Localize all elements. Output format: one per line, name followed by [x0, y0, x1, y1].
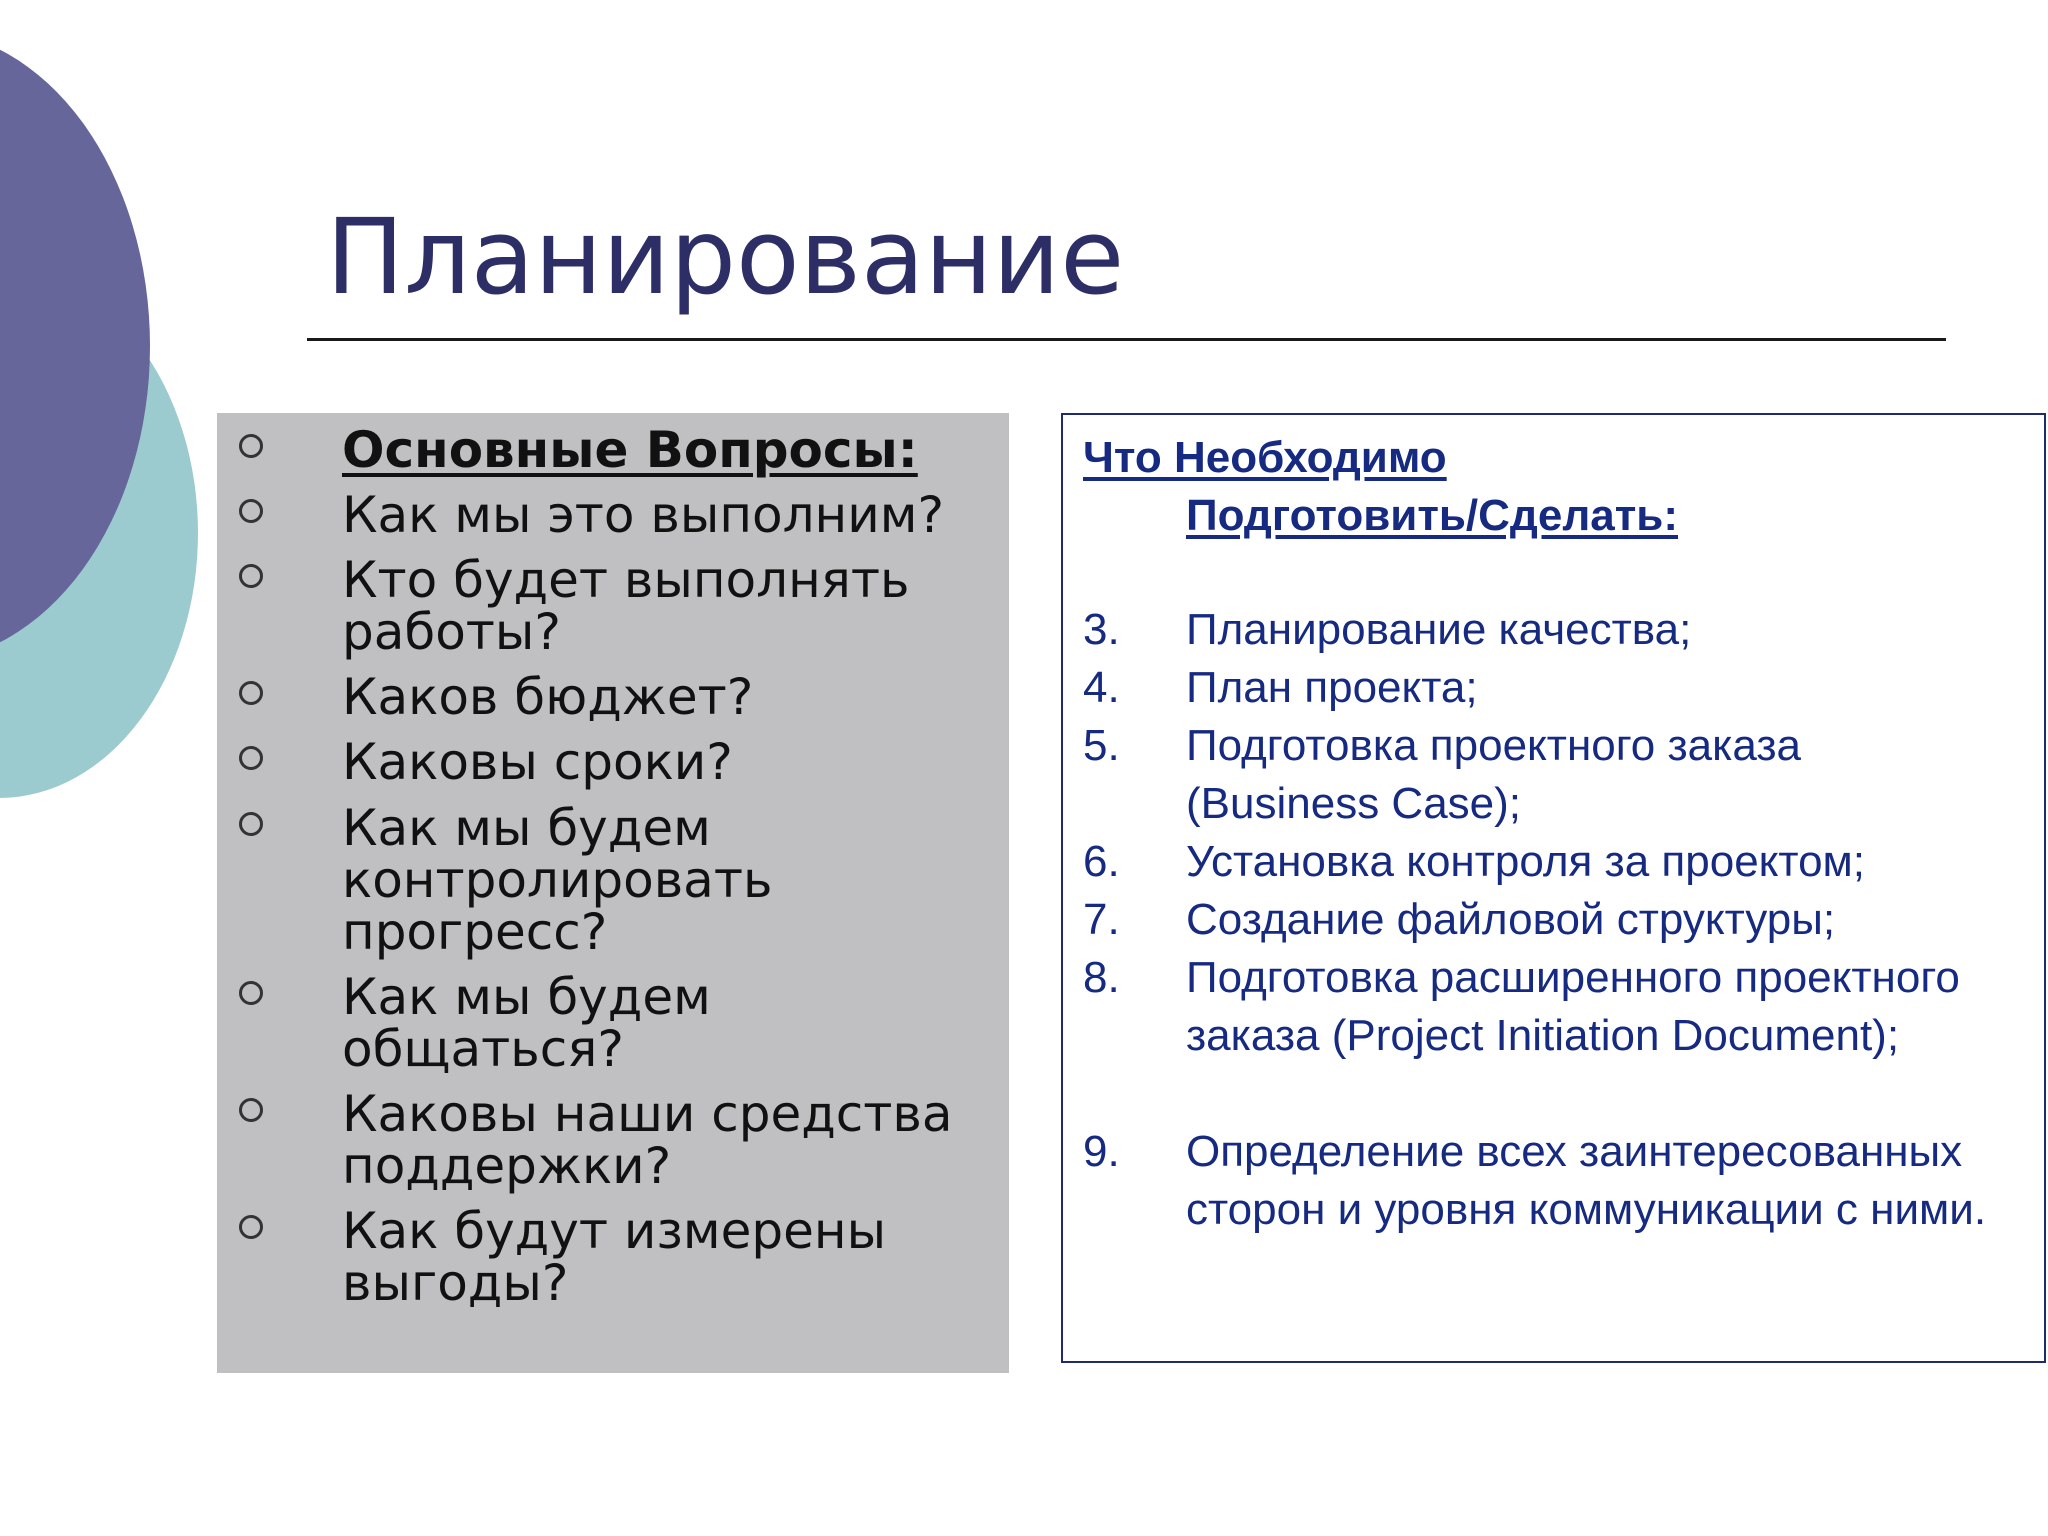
question-text: Кто будет выполнять работы?	[342, 551, 910, 661]
title-divider	[307, 338, 1946, 341]
questions-panel	[217, 413, 1009, 1373]
circle-bullet-icon	[239, 434, 263, 458]
circle-bullet-icon	[239, 981, 263, 1005]
item-number: 6.	[1083, 837, 1120, 886]
circle-bullet-icon	[239, 812, 263, 836]
circle-bullet-icon	[239, 746, 263, 770]
item-text: Создание файловой структуры;	[1186, 895, 1836, 944]
question-text: Каковы сроки?	[342, 733, 733, 791]
item-text: План проекта;	[1186, 663, 1478, 712]
deliverables-heading-line2: Подготовить/Сделать:	[1186, 491, 1678, 540]
question-text: Каков бюджет?	[342, 668, 754, 726]
deliverables-heading	[1083, 429, 1678, 545]
item-number: 8.	[1083, 953, 1120, 1002]
item-number: 4.	[1083, 663, 1120, 712]
item-text: Установка контроля за проектом;	[1186, 837, 1866, 886]
circle-bullet-icon	[239, 1215, 263, 1239]
question-text: Как мы это выполним?	[342, 486, 945, 544]
item-number: 9.	[1083, 1127, 1120, 1176]
item-number: 3.	[1083, 605, 1120, 654]
item-text: Определение всех заинтересованных сторон и уровня коммуникации с ними.	[1186, 1127, 1987, 1234]
circle-bullet-icon	[239, 564, 263, 588]
question-text: Как мы будем контролировать прогресс?	[342, 799, 773, 961]
deliverables-heading-line1: Что Необходимо	[1083, 433, 1447, 482]
question-text: Как будут измерены выгоды?	[342, 1202, 887, 1312]
question-text: Каковы наши средства поддержки?	[342, 1085, 953, 1195]
question-text: Как мы будем общаться?	[342, 968, 711, 1078]
slide-title: Планирование	[326, 196, 1125, 318]
item-text: Подготовка проектного заказа (Business Case);	[1186, 721, 1801, 828]
item-text: Подготовка расширенного проектного заказа (Project Initiation Document);	[1186, 953, 1960, 1060]
item-text: Планирование качества;	[1186, 605, 1692, 654]
questions-heading: Основные Вопросы:	[342, 421, 918, 479]
circle-bullet-icon	[239, 681, 263, 705]
item-number: 5.	[1083, 721, 1120, 770]
circle-bullet-icon	[239, 499, 263, 523]
circle-bullet-icon	[239, 1098, 263, 1122]
item-number: 7.	[1083, 895, 1120, 944]
deliverables-box	[1061, 413, 2046, 1363]
